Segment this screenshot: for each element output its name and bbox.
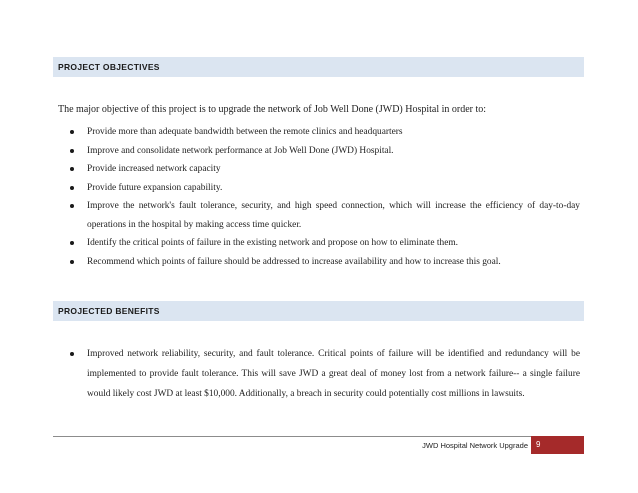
objectives-intro: The major objective of this project is to upgrade the network of Job Well Done (JWD) Hospital in order to: [58,104,487,115]
list-item-text: Identify the critical points of failure in the existing network and propose on how to eliminate them. [87,238,458,248]
list-item [58,123,580,142]
list-item-text: Improve and consolidate network performance at Job Well Done (JWD) Hospital. [87,145,394,156]
bullet-icon [70,130,74,134]
list-item [58,179,580,198]
list-item [58,344,580,404]
bullet-icon [70,186,74,190]
list-item-text: Improve the network's fault tolerance, security, and high speed connection, which will increase the efficiency of day-to-day operations in the hospital by making access time quicker. [87,201,580,230]
list-item-text: Provide more than adequate bandwidth between the remote clinics and headquarters [87,127,403,137]
page-number: 9 [531,436,584,454]
bullet-icon [70,241,74,245]
footer-document-title: JWD Hospital Network Upgrade [422,441,528,450]
list-item-text: Improved network reliability, security, and fault tolerance. Critical points of failure will be identified and redundancy will be implemented to provide fault tolerance. This will save JWD a great deal of money lost from a network failure-- a single failure would likely cost JWD at least $10,000. Additionally, a breach in security could potentially cost millions in lawsuits. [87,349,580,399]
list-item-text: Provide future expansion capability. [87,182,223,193]
project-objectives-heading: PROJECT OBJECTIVES [53,57,584,77]
bullet-icon [70,167,74,171]
bullet-icon [70,149,74,153]
projected-benefits-heading: PROJECTED BENEFITS [53,301,584,321]
bullet-icon [70,260,74,264]
list-item-text: Provide increased network capacity [87,164,221,174]
list-item [58,160,580,179]
objectives-list [58,123,580,271]
list-item [58,234,580,253]
list-item-text: Recommend which points of failure should be addressed to increase availability and how to increase this goal. [87,256,501,267]
list-item [58,142,580,161]
list-item [58,197,580,234]
list-item [58,253,580,272]
bullet-icon [70,204,74,208]
benefits-list [58,344,580,404]
bullet-icon [70,352,74,356]
